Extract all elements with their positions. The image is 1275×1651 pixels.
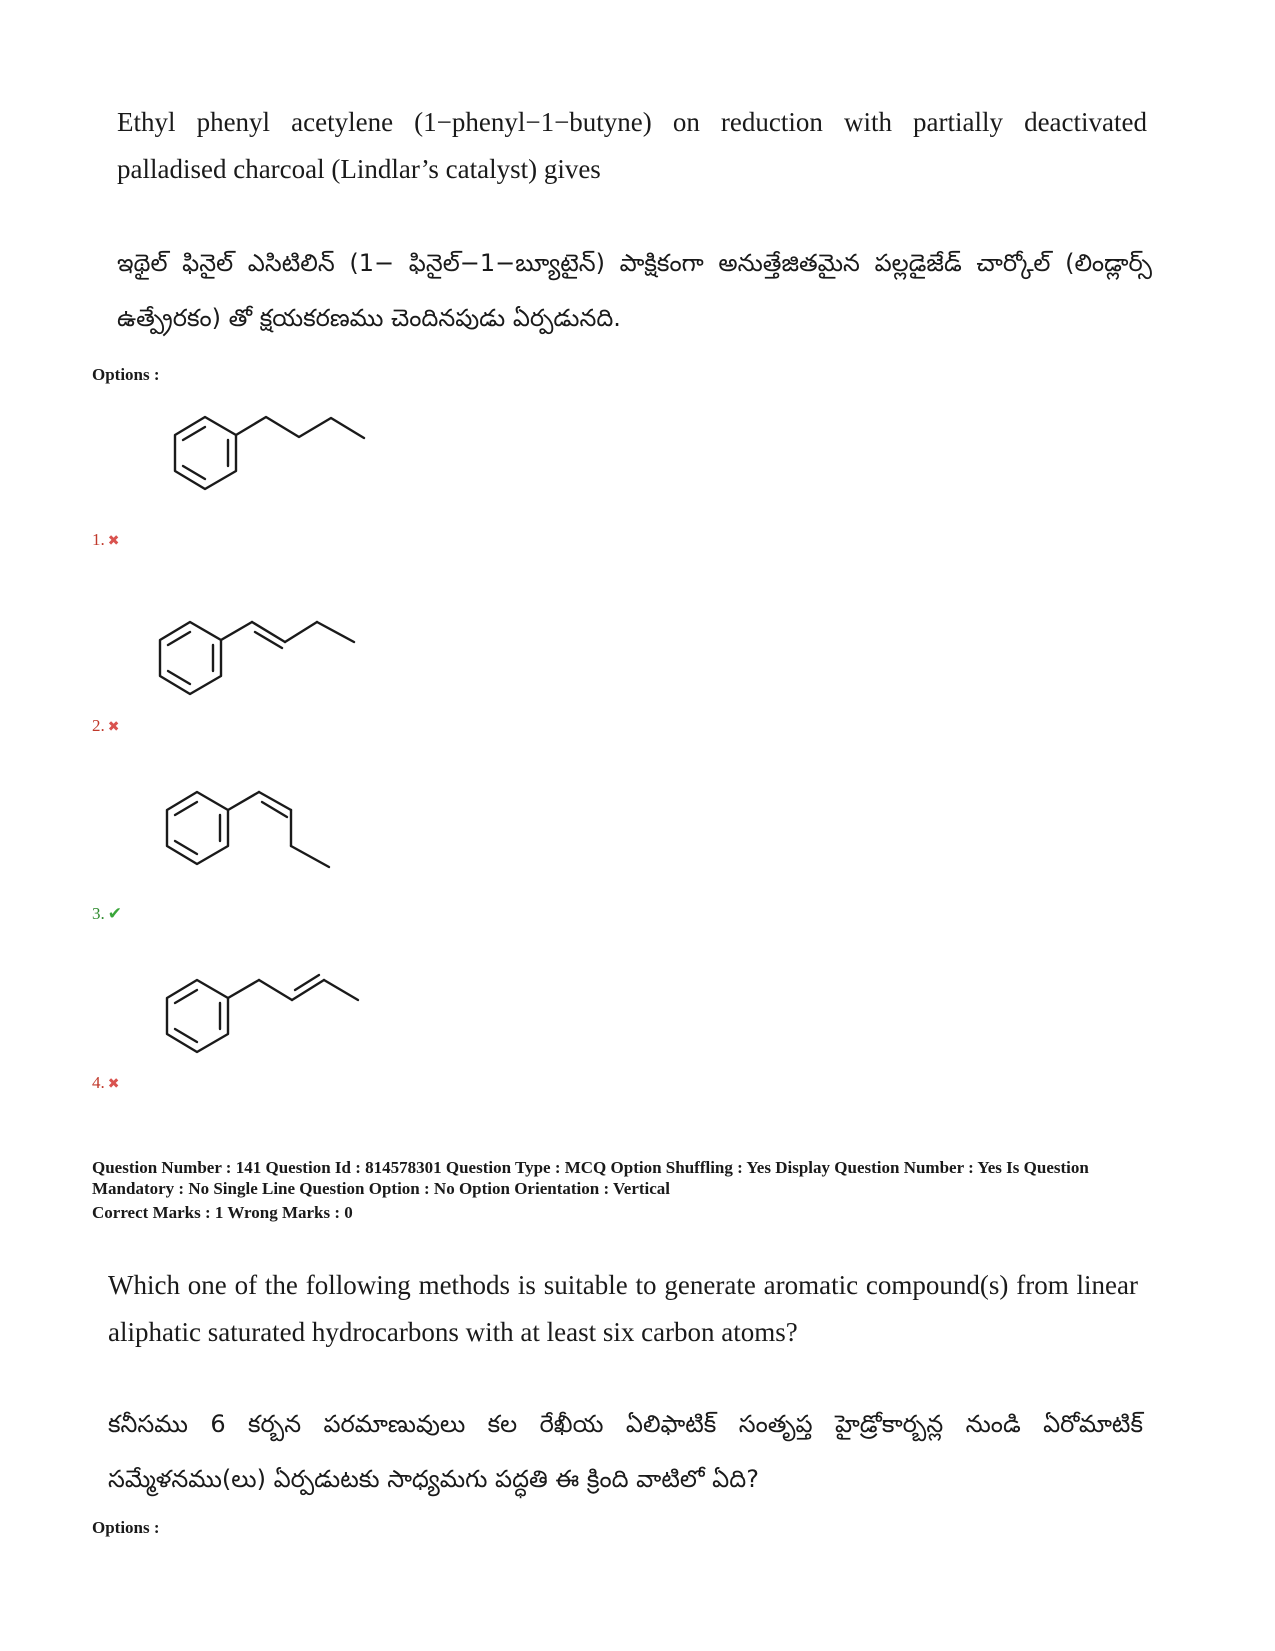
options-label: Options :	[92, 365, 160, 384]
cross-icon: ✖	[107, 720, 120, 735]
option-4-number: 4.	[92, 1073, 105, 1092]
option-1-structure	[160, 405, 390, 510]
cross-icon: ✖	[107, 534, 120, 549]
question-meta-line-2: Mandatory : No Single Line Question Option : No Option Orientation : Vertical	[92, 1179, 671, 1198]
cross-icon: ✖	[107, 1077, 120, 1092]
question-141-text-telugu: కనీసము 6 కర్బన పరమాణువులు కల రేఖీయ ఏలిఫాటిక్ సంతృప్త హైడ్రోకార్బన్ల నుండి ఏరోమాటిక్ సమ్మేళనము(లు) ఏర్పడుటకు సాధ్యమగు పద్ధతి ఈ క్రింది వాటిలో ఏది?	[108, 1410, 1143, 1493]
option-3[interactable]	[92, 904, 122, 924]
question-140-text-telugu: ఇథైల్ ఫినైల్ ఎసిటిలిన్ (1− ఫినైల్−1−బ్యూటైన్) పాక్షికంగా అనుత్తేజితమైన పల్లడైజేడ్ చార్కోల్ (లిండ్లార్స్ ఉత్ప్రేరకం) తో క్షయకరణము చెందినపుడు ఏర్పడునది.	[117, 249, 1152, 332]
option-3-number: 3.	[92, 904, 105, 923]
marks-line: Correct Marks : 1 Wrong Marks : 0	[92, 1203, 353, 1222]
question-140-text-english: Ethyl phenyl acetylene (1−phenyl−1−butyne) on reduction with partially deactivated palladised charcoal (Lindlar’s catalyst) gives	[117, 107, 1147, 184]
option-2[interactable]	[92, 716, 119, 736]
question-meta-line-1: Question Number : 141 Question Id : 814578301 Question Type : MCQ Option Shuffling : Yes Display Question Number : Yes Is Question	[92, 1158, 1089, 1177]
question-141-meta	[92, 1157, 1172, 1223]
question-141-text-english: Which one of the following methods is suitable to generate aromatic compound(s) from linear aliphatic saturated hydrocarbons with at least six carbon atoms?	[108, 1270, 1138, 1347]
option-1[interactable]	[92, 530, 119, 550]
option-1-number: 1.	[92, 530, 105, 549]
option-2-structure	[148, 600, 378, 705]
option-3-structure	[155, 775, 385, 890]
check-icon: ✔	[107, 904, 122, 923]
option-4[interactable]	[92, 1073, 119, 1093]
option-4-structure	[155, 958, 385, 1063]
options-label-141: Options :	[92, 1518, 160, 1537]
option-2-number: 2.	[92, 716, 105, 735]
